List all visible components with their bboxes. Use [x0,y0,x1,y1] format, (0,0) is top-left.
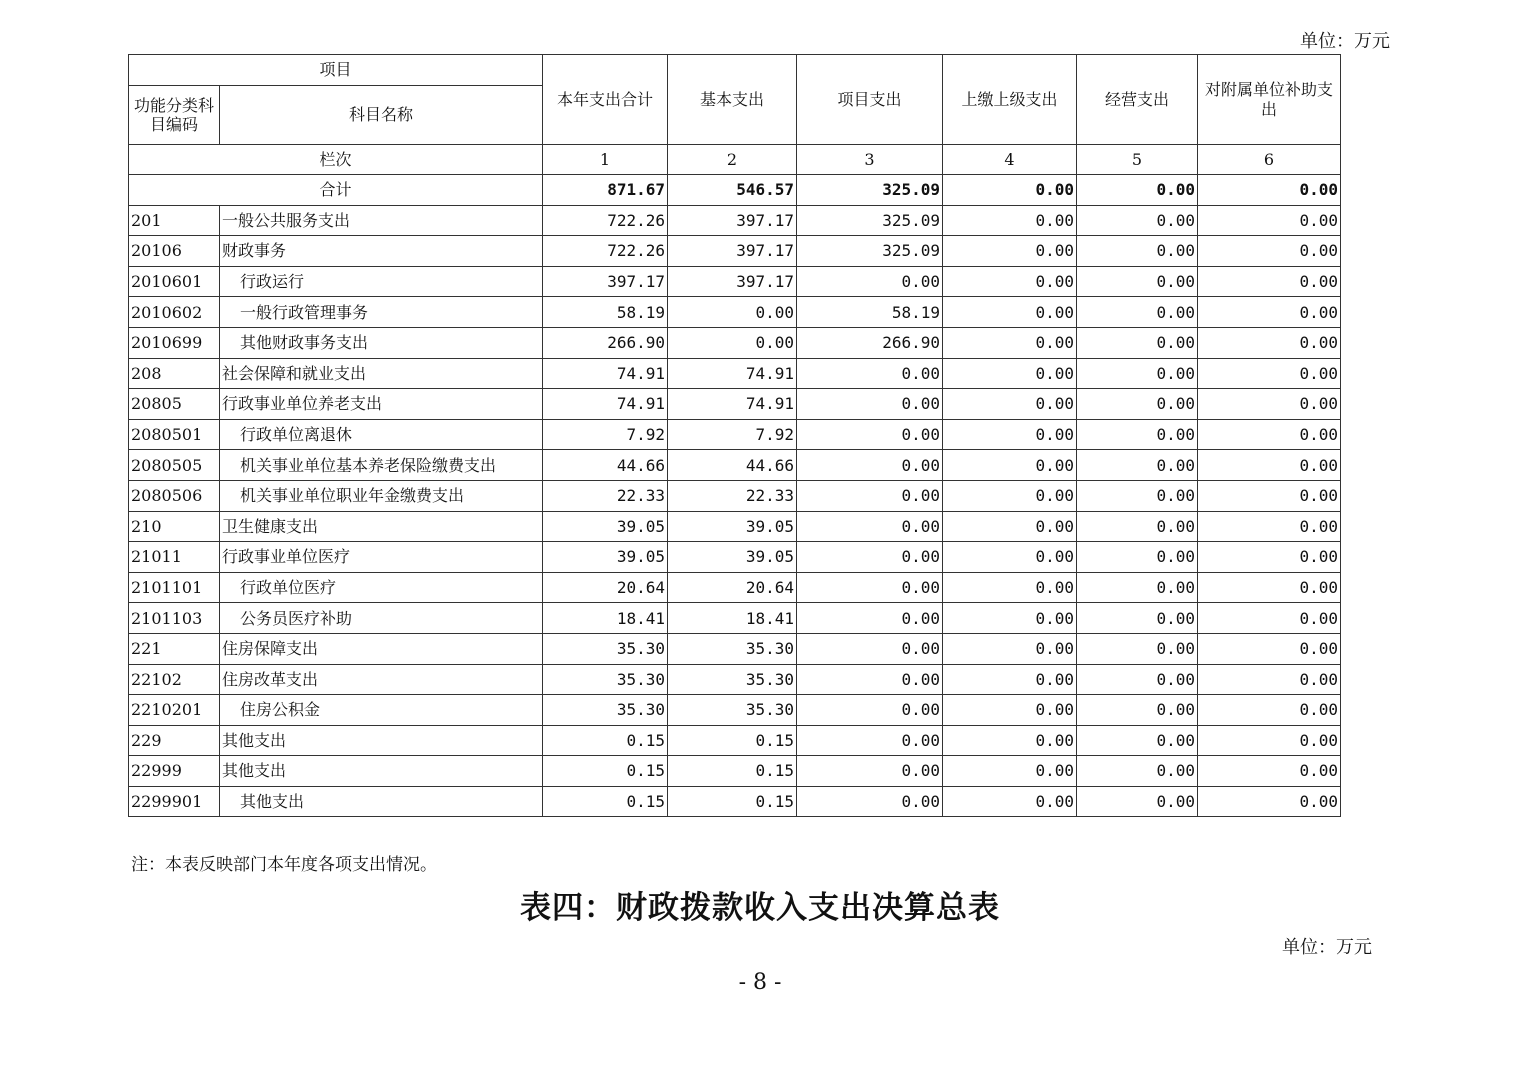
row-value: 397.17 [668,205,797,236]
total-label: 合计 [129,175,543,206]
row-name: 一般公共服务支出 [220,205,543,236]
row-name: 其他支出 [220,725,543,756]
unit-label-bottom: 单位：万元 [1282,937,1372,958]
row-value: 0.00 [668,297,797,328]
header-upper: 上缴上级支出 [943,55,1077,145]
seq-cell: 6 [1198,145,1341,175]
header-subsidy: 对附属单位补助支出 [1198,55,1341,145]
row-value: 0.00 [1077,695,1198,726]
row-value: 0.00 [1077,664,1198,695]
table-row [129,297,1341,328]
row-value: 0.00 [1198,511,1341,542]
row-value: 0.00 [668,327,797,358]
header-total: 本年支出合计 [543,55,668,145]
row-code: 20805 [129,389,220,420]
seq-cell: 4 [943,145,1077,175]
row-value: 325.09 [797,205,943,236]
row-value: 0.00 [1077,419,1198,450]
row-value: 58.19 [797,297,943,328]
row-code: 22102 [129,664,220,695]
seq-cell: 5 [1077,145,1198,175]
row-code: 2080505 [129,450,220,481]
row-value: 0.00 [797,358,943,389]
row-code: 2010601 [129,266,220,297]
row-value: 39.05 [543,542,668,573]
row-value: 0.15 [668,725,797,756]
row-name: 公务员医疗补助 [220,603,543,634]
header-operate: 经营支出 [1077,55,1198,145]
row-value: 0.00 [1198,633,1341,664]
row-value: 397.17 [668,266,797,297]
row-code: 2010602 [129,297,220,328]
row-value: 44.66 [543,450,668,481]
row-value: 0.00 [1077,542,1198,573]
row-code: 2101101 [129,572,220,603]
row-name: 社会保障和就业支出 [220,358,543,389]
row-value: 0.00 [1198,695,1341,726]
row-value: 0.00 [1077,756,1198,787]
unit-label-top: 单位：万元 [1300,31,1390,52]
row-value: 0.00 [797,664,943,695]
row-value: 0.00 [1198,664,1341,695]
row-value: 0.00 [1198,786,1341,817]
header-code: 功能分类科目编码 [129,86,220,145]
row-name: 卫生健康支出 [220,511,543,542]
header-basic: 基本支出 [668,55,797,145]
row-value: 0.00 [1077,480,1198,511]
row-value: 0.00 [1198,450,1341,481]
row-value: 266.90 [797,327,943,358]
row-value: 35.30 [668,664,797,695]
row-value: 0.00 [797,450,943,481]
row-name: 行政事业单位养老支出 [220,389,543,420]
total-value: 0.00 [1198,175,1341,206]
row-value: 0.00 [943,572,1077,603]
row-value: 0.15 [543,756,668,787]
row-value: 0.00 [797,542,943,573]
row-value: 397.17 [543,266,668,297]
row-value: 0.00 [943,633,1077,664]
row-value: 0.15 [543,725,668,756]
row-name: 一般行政管理事务 [220,297,543,328]
row-value: 0.00 [943,603,1077,634]
row-value: 0.00 [1077,297,1198,328]
row-value: 0.00 [797,480,943,511]
row-name: 住房保障支出 [220,633,543,664]
table-row [129,358,1341,389]
row-name: 财政事务 [220,236,543,267]
row-value: 0.00 [1198,480,1341,511]
row-code: 21011 [129,542,220,573]
row-value: 0.00 [1077,572,1198,603]
total-value: 325.09 [797,175,943,206]
row-value: 7.92 [543,419,668,450]
row-value: 74.91 [543,389,668,420]
row-name: 行政单位离退休 [220,419,543,450]
total-value: 0.00 [1077,175,1198,206]
row-value: 0.00 [1077,633,1198,664]
row-code: 22999 [129,756,220,787]
row-name: 其他支出 [220,756,543,787]
row-name: 机关事业单位基本养老保险缴费支出 [220,450,543,481]
row-value: 35.30 [668,695,797,726]
row-value: 266.90 [543,327,668,358]
row-name: 行政事业单位医疗 [220,542,543,573]
total-value: 546.57 [668,175,797,206]
row-value: 0.15 [668,756,797,787]
row-value: 0.00 [797,266,943,297]
row-value: 20.64 [543,572,668,603]
row-value: 0.00 [1198,572,1341,603]
row-value: 22.33 [543,480,668,511]
row-code: 2101103 [129,603,220,634]
table-row [129,664,1341,695]
row-name: 机关事业单位职业年金缴费支出 [220,480,543,511]
total-row [129,175,1341,206]
row-value: 0.00 [1198,358,1341,389]
row-value: 0.00 [943,450,1077,481]
row-value: 0.00 [1077,786,1198,817]
row-value: 0.00 [943,266,1077,297]
row-value: 7.92 [668,419,797,450]
row-name: 住房公积金 [220,695,543,726]
row-value: 22.33 [668,480,797,511]
row-value: 0.00 [797,389,943,420]
row-value: 0.00 [1198,236,1341,267]
table-row [129,603,1341,634]
row-value: 0.00 [797,511,943,542]
row-value: 74.91 [543,358,668,389]
table-row [129,695,1341,726]
row-value: 0.00 [943,725,1077,756]
total-value: 871.67 [543,175,668,206]
row-value: 0.00 [797,603,943,634]
next-table-title: 表四：财政拨款收入支出决算总表 [520,890,1000,926]
row-value: 397.17 [668,236,797,267]
row-value: 58.19 [543,297,668,328]
table-row [129,327,1341,358]
row-value: 0.00 [1198,266,1341,297]
row-value: 0.00 [1077,358,1198,389]
table-row [129,633,1341,664]
row-value: 0.00 [797,756,943,787]
row-value: 0.00 [1077,603,1198,634]
row-value: 39.05 [543,511,668,542]
row-value: 0.00 [1077,725,1198,756]
row-value: 0.00 [797,786,943,817]
seq-cell: 3 [797,145,943,175]
row-code: 201 [129,205,220,236]
row-value: 0.00 [797,725,943,756]
table-row [129,480,1341,511]
row-value: 0.00 [943,389,1077,420]
row-value: 0.00 [797,572,943,603]
row-value: 0.00 [943,480,1077,511]
row-code: 210 [129,511,220,542]
seq-cell: 1 [543,145,668,175]
row-value: 0.00 [1198,756,1341,787]
row-value: 0.00 [1077,511,1198,542]
seq-row [129,145,1341,175]
row-value: 0.00 [1198,389,1341,420]
row-value: 0.00 [1198,205,1341,236]
table-row [129,542,1341,573]
row-code: 2080506 [129,480,220,511]
row-code: 2210201 [129,695,220,726]
row-value: 0.00 [943,419,1077,450]
seq-cell: 2 [668,145,797,175]
row-code: 2010699 [129,327,220,358]
row-value: 0.00 [1198,603,1341,634]
row-code: 2299901 [129,786,220,817]
row-value: 0.00 [1077,205,1198,236]
row-value: 0.00 [797,695,943,726]
row-value: 35.30 [543,664,668,695]
table-row [129,450,1341,481]
row-value: 0.00 [943,297,1077,328]
row-value: 0.00 [1198,419,1341,450]
row-value: 722.26 [543,236,668,267]
header-project-exp: 项目支出 [797,55,943,145]
page-number: - 8 - [738,970,782,995]
row-value: 325.09 [797,236,943,267]
table-row [129,389,1341,420]
table-note: 注：本表反映部门本年度各项支出情况。 [131,855,437,875]
row-value: 44.66 [668,450,797,481]
row-value: 39.05 [668,511,797,542]
expenditure-table [128,54,1341,817]
table-row [129,205,1341,236]
table-row [129,511,1341,542]
header-subject: 科目名称 [220,86,543,145]
row-value: 0.00 [943,511,1077,542]
row-value: 0.00 [943,205,1077,236]
row-value: 35.30 [543,633,668,664]
row-value: 0.00 [1198,297,1341,328]
row-code: 20106 [129,236,220,267]
row-value: 0.00 [1077,266,1198,297]
row-code: 208 [129,358,220,389]
row-value: 0.00 [943,786,1077,817]
row-code: 221 [129,633,220,664]
row-name: 其他支出 [220,786,543,817]
row-value: 74.91 [668,389,797,420]
row-value: 0.00 [1077,389,1198,420]
row-value: 18.41 [543,603,668,634]
row-value: 0.00 [1198,327,1341,358]
table-row [129,572,1341,603]
row-value: 0.00 [943,695,1077,726]
row-value: 722.26 [543,205,668,236]
row-value: 0.00 [943,327,1077,358]
row-value: 0.15 [668,786,797,817]
row-name: 其他财政事务支出 [220,327,543,358]
row-code: 229 [129,725,220,756]
row-value: 0.15 [543,786,668,817]
total-value: 0.00 [943,175,1077,206]
table-row [129,236,1341,267]
row-value: 0.00 [1198,542,1341,573]
table-row [129,725,1341,756]
row-value: 0.00 [943,236,1077,267]
row-value: 74.91 [668,358,797,389]
row-value: 0.00 [1077,450,1198,481]
header-project: 项目 [129,55,543,86]
row-name: 住房改革支出 [220,664,543,695]
row-value: 35.30 [543,695,668,726]
row-value: 35.30 [668,633,797,664]
row-name: 行政运行 [220,266,543,297]
row-value: 39.05 [668,542,797,573]
seq-label: 栏次 [129,145,543,175]
row-name: 行政单位医疗 [220,572,543,603]
row-value: 0.00 [943,664,1077,695]
row-value: 18.41 [668,603,797,634]
row-value: 20.64 [668,572,797,603]
row-code: 2080501 [129,419,220,450]
row-value: 0.00 [1077,327,1198,358]
row-value: 0.00 [1077,236,1198,267]
table-row [129,786,1341,817]
row-value: 0.00 [943,756,1077,787]
table-row [129,419,1341,450]
table-row [129,756,1341,787]
table-row [129,266,1341,297]
row-value: 0.00 [943,358,1077,389]
row-value: 0.00 [943,542,1077,573]
row-value: 0.00 [1198,725,1341,756]
row-value: 0.00 [797,419,943,450]
row-value: 0.00 [797,633,943,664]
